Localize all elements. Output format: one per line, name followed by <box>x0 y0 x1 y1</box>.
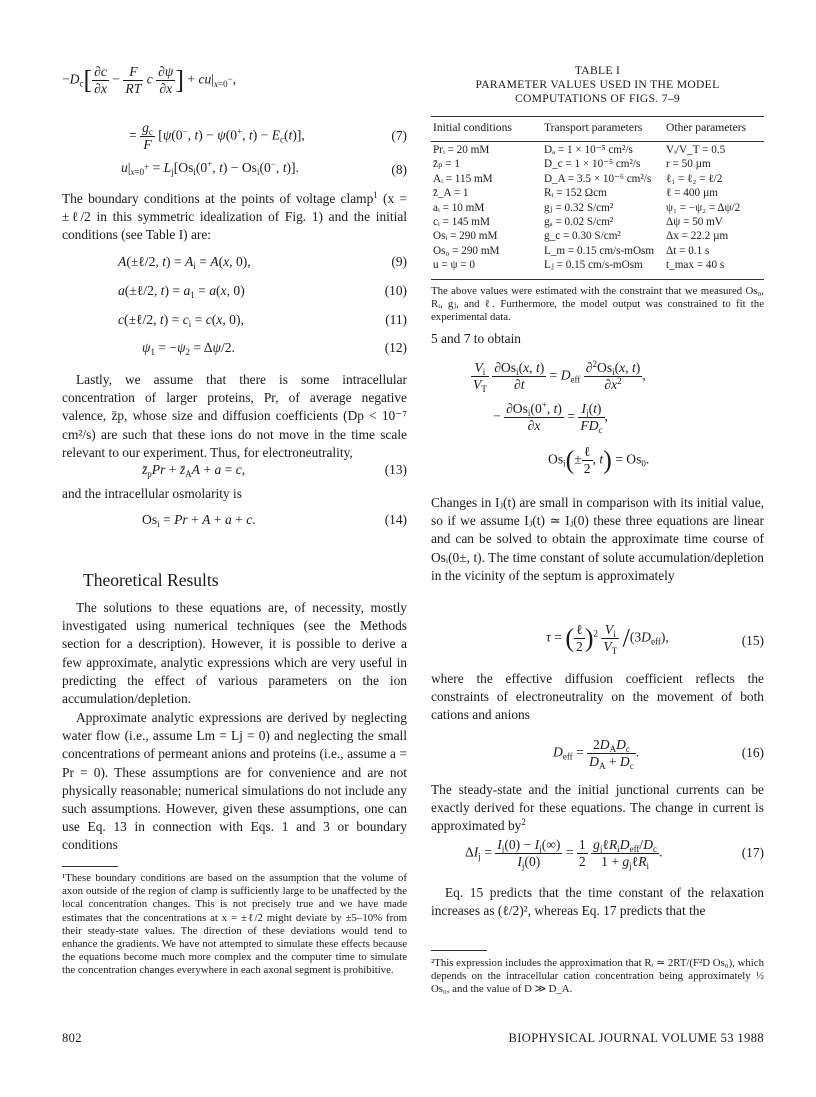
where-paragraph: where the effective diffusion coefficient reflects the constraints of electroneutrality on the movement of both cations and anions <box>431 671 764 723</box>
table-cell: Lⱼ = 0.15 cm/s-mOsm <box>544 259 643 272</box>
equation-14: $Os_i = Pr + A + a + c$. <box>142 512 256 529</box>
table-cell: Δx = 22.2 µm <box>666 230 729 243</box>
obtain-line: 5 and 7 to obtain <box>431 331 522 346</box>
equation-number-16: (16) <box>741 745 764 760</box>
table-cell: gⱼ = 0.32 S/cm² <box>544 201 614 214</box>
steady-state-paragraph: The steady-state and the initial junctional currents can be exactly derived for these equations. The change in current is approximated $by^2$ <box>431 782 764 834</box>
table-header-cell: Other parameters <box>666 121 747 134</box>
table-cell: z̄ₚ = 1 <box>433 158 460 171</box>
table-cell: L_m = 0.15 cm/s-mOsm <box>544 244 655 257</box>
equation-10: a(±ℓ/2, $t) = a_1 = a(x$, 0) <box>118 283 245 300</box>
footnote-rule <box>62 866 118 867</box>
equation-12: $\psi_1 = -\psi_2 = \Delta\psi/2$. <box>142 340 235 357</box>
table-row <box>431 172 764 186</box>
boundary-conditions-paragraph: The boundary conditions at the points of voltage clamp$^1$ (x = ±ℓ/2 in this symmetric idealization of Fig. 1) and the initial conditions (see Table I) are: <box>62 190 407 243</box>
table-caption-line1: PARAMETER VALUES USED IN THE MODEL <box>475 78 720 91</box>
table-row <box>431 215 764 229</box>
equation-number-12: (12) <box>384 340 407 355</box>
equation-number-13: (13) <box>384 462 407 477</box>
equation-number-14: (14) <box>384 512 407 527</box>
table-cell: cᵢ = 145 mM <box>433 216 490 229</box>
table-cell: Dₐ = 1 × 10⁻⁵ cm²/s <box>544 144 633 156</box>
table-row <box>431 229 764 243</box>
table-label: TABLE I <box>574 64 621 77</box>
footnote-2: ²This expression includes the approximation that Rᵢ ≃ 2RT/(F²D Os₀), which depends on the intracellular cation concentration being approximately ½ Os₀, and the value of D ≫ D_A. <box>431 957 764 996</box>
equation-number-7: (7) <box>391 128 407 143</box>
table-caption-line2: COMPUTATIONS OF FIGS. 7–9 <box>514 92 681 105</box>
equation-13: $z̄_pPr$ + $z̄_AA + a = c$, <box>142 462 246 479</box>
table-cell: Δψ = 50 mV <box>666 216 723 229</box>
footnote-rule-2 <box>431 950 487 951</box>
table-cell: ℓ₁ = ℓ₂ = ℓ/2 <box>666 172 723 185</box>
table-cell: Aᵢ = 115 mM <box>433 172 493 185</box>
journal-footer: BIOPHYSICAL JOURNAL VOLUME 53 1988 <box>508 1031 764 1045</box>
equation-11: c(±ℓ/2, $t) = c_i = c(x$, 0), <box>118 312 244 329</box>
equation-number-15: (15) <box>741 633 764 648</box>
equation-16: $D_{eff}$ = $\frac{2D_AD_c}{D_A + D_c}$ . <box>553 737 640 771</box>
table-cell: r = 50 µm <box>666 158 711 171</box>
equation-number-11: (11) <box>385 312 407 327</box>
table-cell: Osᵢ = 290 mM <box>433 230 498 243</box>
results-paragraph-2: Approximate analytic expressions are derived by neglecting water flow (i.e., assume Lm = Lj = 0) and neglecting the small concentrations of permeant anions and proteins (i.e., assume a = Pr = 0). These assumptions are for convenience and are not physically reasonable; numerical simulations do not include any such assumptions. However, given these assumptions, one can use Eq. 13 in connection with Eqs. 1 and 3 or boundary conditions <box>62 710 407 853</box>
table-cell: u = ψ = 0 <box>433 259 475 272</box>
table-cell: Vᵢ/V_T = 0.5 <box>666 144 726 156</box>
results-paragraph-1: The solutions to these equations are, of necessity, mostly investigated using numerical techniques (see the Methods section for a description). However, it is possible to derive a few approximate, analytic expressions which are very useful in predicting the effect of various parameters on the ion accumulation/depletion. <box>62 600 407 707</box>
equation-7-line1: $-D_c$[ $\frac{\partial c}{\partial x}$ − $\frac{F}{RT}$ c $\frac{\partial\psi}{\partial x}$ ] + $cu|_{x=0^-}$, <box>62 64 237 96</box>
equation-17: $\Delta I_j$ = $\frac{I_j(0) - I_j(\infty)}{I_j(0)}$ = $\frac{1}{2}$ $\frac{g_j\ell R_iD_{eff}/D_c}{1 + g_j\ell R_i}$ . <box>465 837 663 871</box>
osmolarity-line: and the intracellular osmolarity is <box>62 486 242 501</box>
table-cell: gₐ = 0.02 S/cm² <box>544 216 614 229</box>
table-cell: Os₀ = 290 mM <box>433 244 500 257</box>
table-cell: ψ₁ = −ψ₂ = Δψ/2 <box>666 201 741 214</box>
table-bottom-rule <box>431 279 764 280</box>
table-cell: t_max = 40 s <box>666 259 725 272</box>
table-header-row <box>431 117 764 139</box>
table-cell: Rᵢ = 152 Ωcm <box>544 187 607 200</box>
table-cell: z̄_A = 1 <box>433 187 469 200</box>
table-cell: ℓ = 400 µm <box>666 187 718 200</box>
changes-paragraph: Changes in Iⱼ(t) are small in comparison with its initial value, so if we assume Iⱼ(t) ≃ Iⱼ(0) these three equations are linear and can be solved to obtain the approximate time course of Osᵢ(0±, t). The time constant of solute accumulation/depletion in the vicinity of the septum is approximately <box>431 495 764 583</box>
table-header-rule <box>431 141 764 142</box>
equation-number-9: (9) <box>391 254 407 269</box>
lastly-paragraph: Lastly, we assume that there is some intracellular concentration of larger proteins, Pr, of average negative valence, z̄p, whose size and diffusion coefficients (Dp < 10⁻⁷ cm²/s) are such that these ions do not move in the time scale relevant to our experiment. Thus, for electroneutrality, <box>62 372 407 460</box>
table-cell: Prᵢ = 20 mM <box>433 144 490 156</box>
equation-number-10: (10) <box>384 283 407 298</box>
table-row <box>431 157 764 171</box>
equation-8: $u|_{x=0^+} = L_j[Os_i(0^+$, $t) - Os_i(0^-$, t)]. <box>121 159 299 177</box>
table-cell: D_A = 3.5 × 10⁻⁶ cm²/s <box>544 172 652 185</box>
diffusion-equation: $\frac{V_i}{V_T}$ $\frac{\partial Os_i(x, t)}{\partial t}$ = $D_{eff}$ $\frac{\partial^2Os_i(x, t)}{\partial x^2}$ , <box>473 359 646 394</box>
eq15-paragraph: Eq. 15 predicts that the time constant of the relaxation increases as (ℓ/2)², whereas Eq. 17 predicts that the <box>431 885 764 919</box>
table-row <box>431 201 764 215</box>
table-cell: aᵢ = 10 mM <box>433 201 485 214</box>
table-row <box>431 244 764 258</box>
table-header-cell: Transport parameters <box>544 121 643 134</box>
equation-number-8: (8) <box>391 162 407 177</box>
equation-9: A(±ℓ/2, $t) = A_i = A(x$, 0), <box>118 254 251 271</box>
table-cell: D_c = 1 × 10⁻⁵ cm²/s <box>544 158 641 171</box>
osmolarity-boundary-equation: $Os_i(\pm$ $\frac{\text{ℓ}}{2}$ , $t) = Os_0$. <box>548 444 650 476</box>
page-number: 802 <box>62 1031 82 1045</box>
equation-7-line2: = $\frac{g_c}{F}$ [ψ(0−, t) − ψ(0+, $t) - E_c(t)$], <box>129 120 305 152</box>
section-title: Theoretical Results <box>83 570 219 590</box>
table-header-cell: Initial conditions <box>433 121 512 134</box>
table-row <box>431 258 764 272</box>
table-cell: Δt = 0.1 s <box>666 244 710 257</box>
table-note: The above values were estimated with the constraint that we measured Os₀, Rᵢ, gⱼ, and ℓ. Furthermore, the model output was constrained to fit the experimental data. <box>431 285 764 324</box>
footnote-1: ¹These boundary conditions are based on the assumption that the volume of axon outside of the region of clamp is sufficiently large to be unaffected by the local concentration changes. This is not precisely true and we have made estimates that the concentrations at x = ±ℓ/2 might deviate by ±5–10% from their steady-state values. The direction of these deviations would tend to enhance the gradients. We have not attempted to simulate these effects because the equations become much more complex and the computer time to simulate the concentration changes everywhere in each axonal segment is prohibitive. <box>62 872 407 977</box>
table-cell: g_c = 0.30 S/cm² <box>544 230 621 243</box>
table-row <box>431 186 764 200</box>
equation-15: τ = ( $\frac{\text{ℓ}}{2}$ )$^2$ $\frac{V_i}{V_T}$ $/(3D_{eff})$, <box>546 622 669 656</box>
flux-boundary-equation: − $\frac{\partial Os_i(0^+, t)}{\partial x}$ = $\frac{I_j(t)}{FD_c}$ , <box>493 400 608 435</box>
equation-number-17: (17) <box>741 845 764 860</box>
